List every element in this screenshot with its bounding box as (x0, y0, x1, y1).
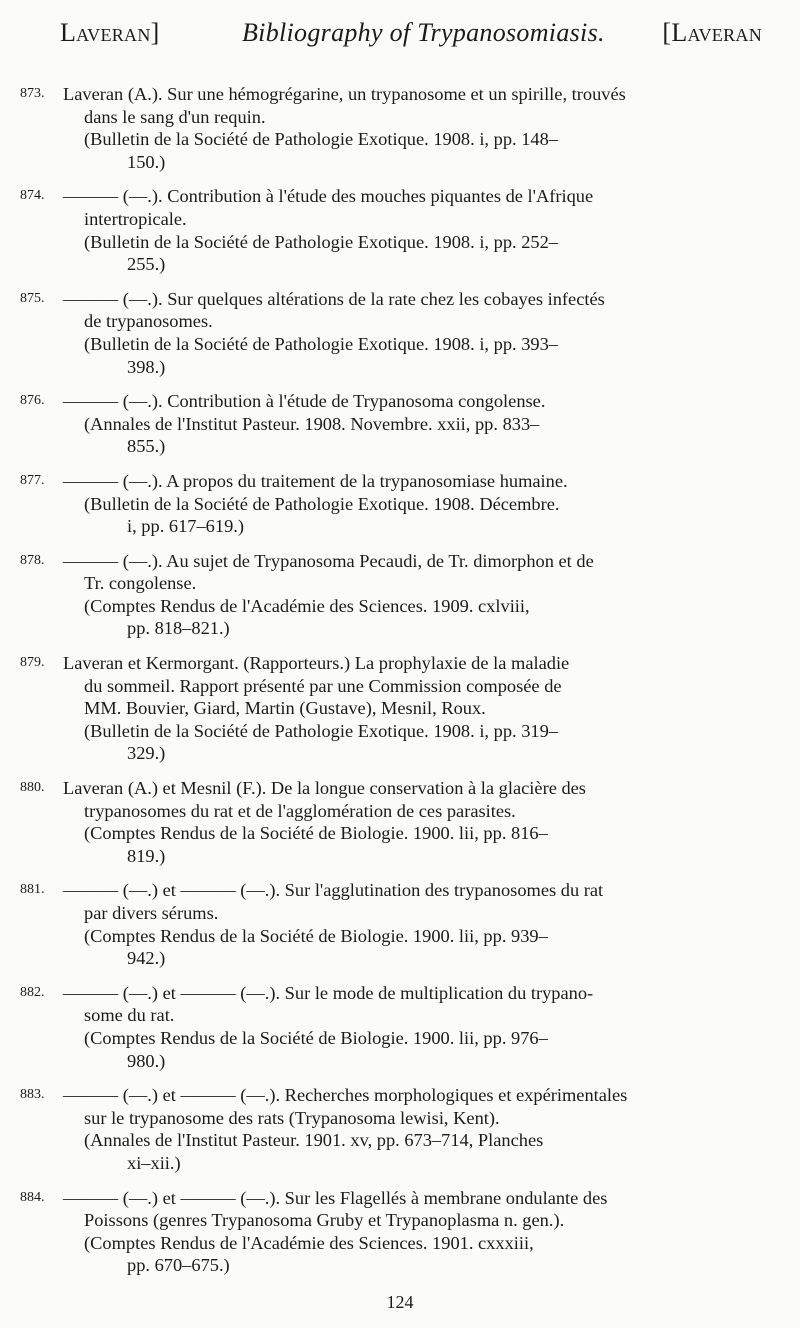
bibliography-entry (20, 390, 780, 458)
entry-number: 883. (20, 1087, 45, 1103)
entry-source: (Annales de l'Institut Pasteur. 1901. xv, pp. 673–714, Planches (84, 1130, 544, 1151)
entry-line: 942.) (127, 948, 166, 969)
entry-number: 873. (20, 86, 45, 101)
entry-line: Poissons (genres Trypanosoma Gruby et Trypanoplasma n. gen.). (84, 1210, 565, 1231)
entry-line: ——— (—.). Sur quelques altérations de la rate chez les cobayes infectés (63, 288, 605, 309)
entry-line: trypanosomes du rat et de l'agglomération de ces parasites. (84, 800, 516, 821)
entry-line: sur le trypanosome des rats (Trypanosoma lewisi, Kent). (84, 1107, 500, 1128)
bibliography-entry (20, 288, 780, 378)
entry-line: Laveran (A.). Sur une hémogrégarine, un trypanosome et un spirille, trouvés (63, 84, 626, 104)
running-header (60, 18, 762, 58)
entry-number: 877. (20, 472, 45, 488)
entry-number: 878. (20, 552, 45, 568)
header-title: Bibliography of Trypanosomiasis. (242, 18, 605, 47)
entry-line: 980.) (127, 1050, 166, 1071)
entry-source: (Bulletin de la Société de Pathologie Exotique. 1908. i, pp. 393– (84, 333, 558, 354)
bibliography-entry (20, 879, 780, 969)
entry-line: ——— (—.). A propos du traitement de la trypanosomiase humaine. (63, 470, 568, 491)
entry-source: (Comptes Rendus de la Société de Biologie. 1900. lii, pp. 816– (84, 823, 548, 844)
bibliography-entry (20, 1084, 780, 1174)
entry-number: 881. (20, 882, 45, 898)
header-left: Laveran] (60, 18, 160, 47)
header-right: [Laveran (662, 18, 762, 47)
entry-line: ——— (—.) et ——— (—.). Sur l'agglutination des trypanosomes du rat (63, 880, 604, 901)
bibliography-entry (20, 652, 780, 765)
bibliography-entry (20, 550, 780, 640)
entry-line: i, pp. 617–619.) (127, 516, 244, 537)
entry-line: 398.) (127, 356, 166, 377)
entry-line: some du rat. (84, 1005, 175, 1026)
entry-line: xi–xii.) (127, 1152, 181, 1173)
entry-line: ——— (—.) et ——— (—.). Sur le mode de multiplication du trypano- (63, 982, 594, 1003)
entry-line: 255.) (127, 254, 166, 275)
entry-line: MM. Bouvier, Giard, Martin (Gustave), Mesnil, Roux. (84, 698, 486, 719)
entry-number: 880. (20, 780, 45, 796)
entry-line: Laveran (A.) et Mesnil (F.). De la longue conservation à la glacière des (63, 778, 586, 799)
entry-line: Tr. congolense. (84, 573, 197, 594)
entry-number: 884. (20, 1189, 45, 1205)
entry-line: dans le sang d'un requin. (84, 106, 266, 127)
bibliography-entries (20, 83, 780, 1289)
entry-line: pp. 818–821.) (127, 618, 230, 639)
entry-line: 855.) (127, 436, 166, 457)
entry-source: (Bulletin de la Société de Pathologie Exotique. 1908. Décembre. (84, 493, 560, 514)
entry-line: de trypanosomes. (84, 311, 213, 332)
entry-line: ——— (—.). Contribution à l'étude de Trypanosoma congolense. (63, 391, 546, 412)
entry-line: Laveran et Kermorgant. (Rapporteurs.) La prophylaxie de la maladie (63, 653, 570, 674)
entry-number: 875. (20, 290, 45, 306)
bibliography-entry (20, 470, 780, 538)
entry-number: 874. (20, 188, 45, 204)
entry-source: (Comptes Rendus de l'Académie des Sciences. 1901. cxxxiii, (84, 1232, 534, 1253)
entry-source: (Bulletin de la Société de Pathologie Exotique. 1908. i, pp. 252– (84, 231, 558, 252)
entry-line: 150.) (127, 151, 166, 172)
entry-number: 876. (20, 393, 45, 409)
entry-source: (Comptes Rendus de l'Académie des Sciences. 1909. cxlviii, (84, 595, 530, 616)
entry-line: 329.) (127, 743, 166, 764)
entry-source: (Comptes Rendus de la Société de Biologie. 1900. lii, pp. 939– (84, 925, 548, 946)
bibliography-entry (20, 185, 780, 275)
bibliography-entry (20, 982, 780, 1072)
entry-line: pp. 670–675.) (127, 1255, 230, 1276)
bibliography-entry (20, 777, 780, 867)
entry-line: ——— (—.) et ——— (—.). Recherches morphologiques et expérimentales (63, 1085, 628, 1106)
bibliography-entry (20, 83, 780, 173)
page-number: 124 (386, 1292, 414, 1312)
bibliography-entry (20, 1187, 780, 1277)
entry-source: (Comptes Rendus de la Société de Biologie. 1900. lii, pp. 976– (84, 1027, 548, 1048)
entry-line: ——— (—.) et ——— (—.). Sur les Flagellés à membrane ondulante des (63, 1187, 608, 1208)
entry-line: du sommeil. Rapport présenté par une Commission composée de (84, 675, 562, 696)
entry-number: 882. (20, 984, 45, 1000)
entry-line: ——— (—.). Au sujet de Trypanosoma Pecaudi, de Tr. dimorphon et de (63, 550, 594, 571)
entry-source: (Bulletin de la Société de Pathologie Exotique. 1908. i, pp. 148– (84, 129, 558, 150)
entry-line: ——— (—.). Contribution à l'étude des mouches piquantes de l'Afrique (63, 186, 594, 207)
entry-line: intertropicale. (84, 208, 187, 229)
entry-number: 879. (20, 655, 45, 671)
entry-line: 819.) (127, 845, 166, 866)
entry-line: par divers sérums. (84, 903, 219, 923)
entry-source: (Bulletin de la Société de Pathologie Exotique. 1908. i, pp. 319– (84, 720, 558, 741)
entry-source: (Annales de l'Institut Pasteur. 1908. Novembre. xxii, pp. 833– (84, 413, 540, 434)
